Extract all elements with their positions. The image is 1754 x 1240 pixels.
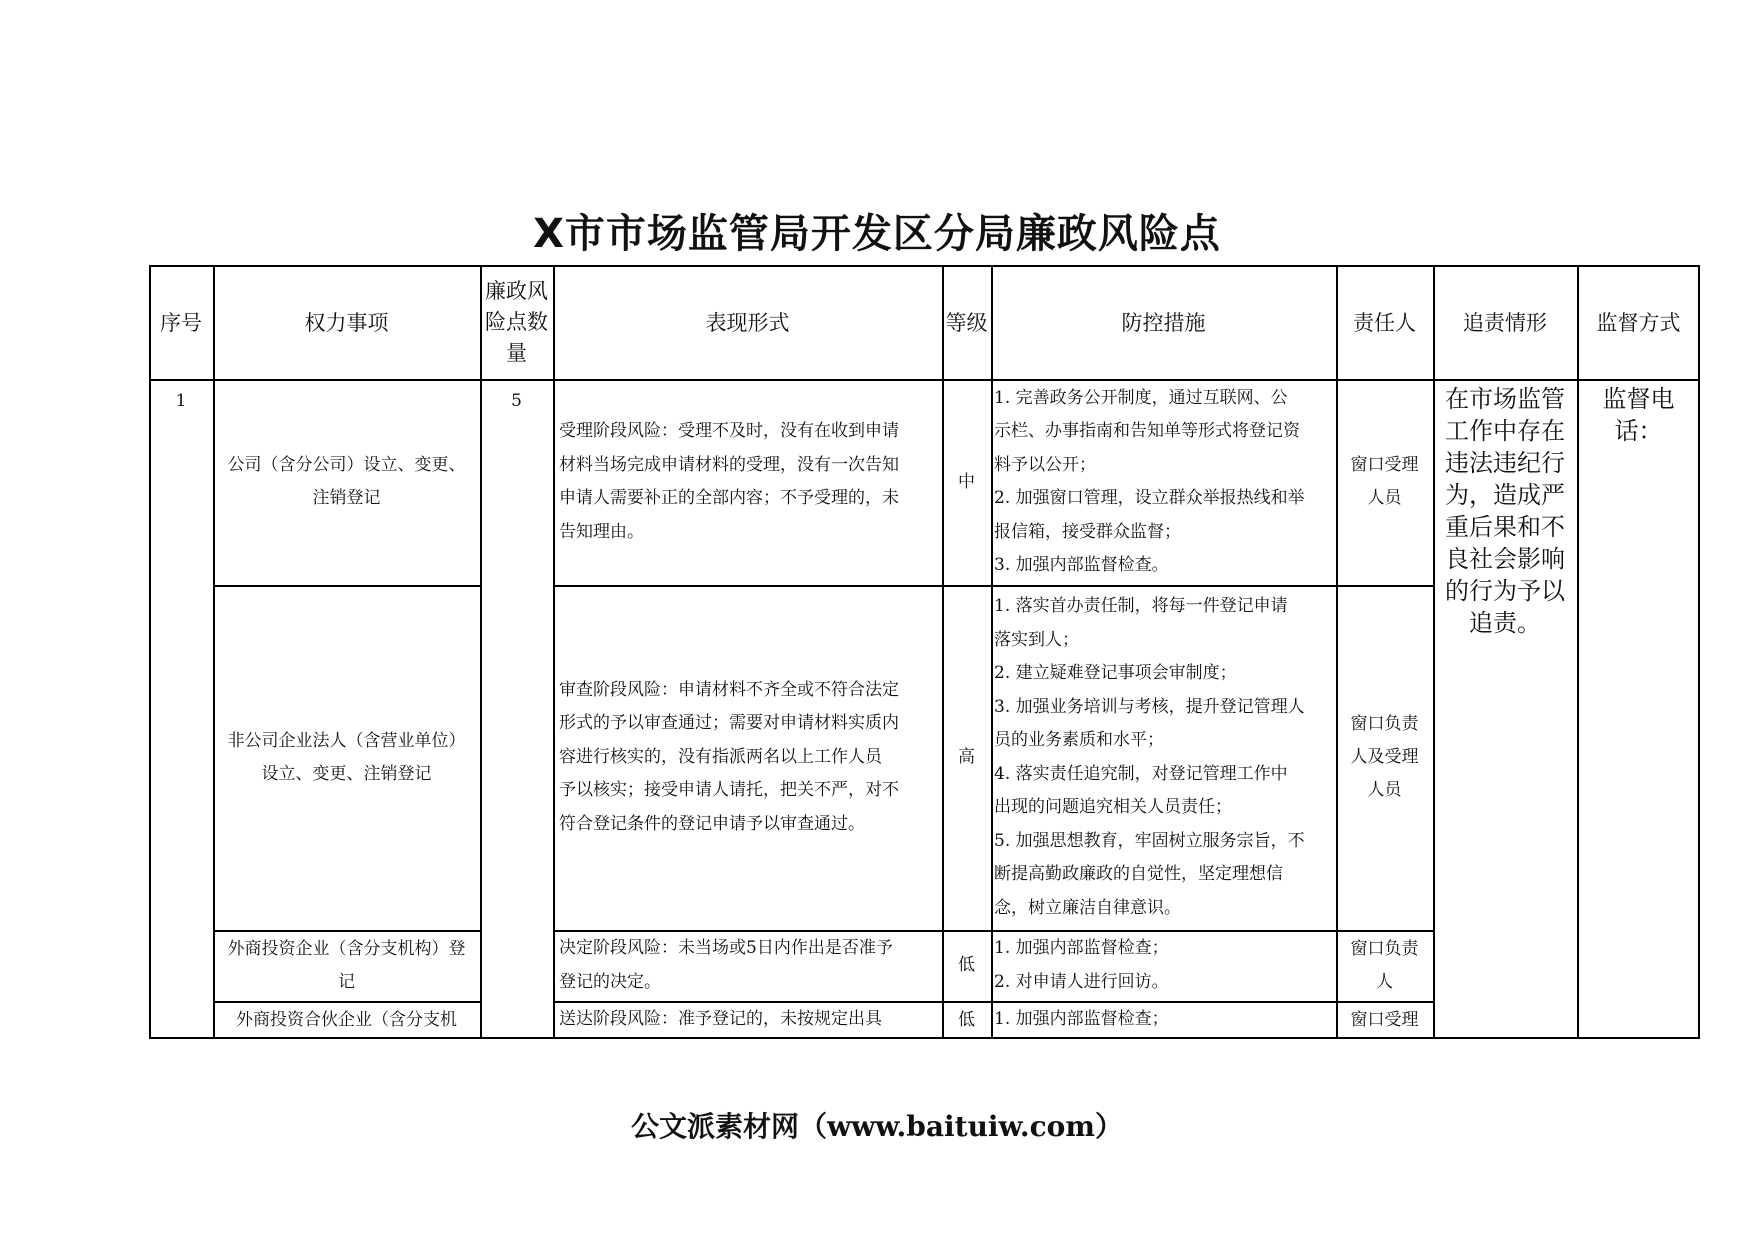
control-measures xyxy=(991,930,1336,1001)
responsible-person-line: 窗口受理 xyxy=(1350,455,1419,475)
header-supervision: 监督方式 xyxy=(1596,311,1681,335)
risk-count: 5 xyxy=(511,391,522,411)
responsible-person-line: 人员 xyxy=(1367,488,1402,508)
responsible-person-line: 窗口负责 xyxy=(1350,938,1419,959)
control-measure-line: 报信箱，接受群众监督； xyxy=(994,521,1181,542)
control-measure-line: 1. 落实首办责任制，将每一件登记申请 xyxy=(994,596,1288,616)
risk-form-line: 容进行核实的，没有指派两名以上工作人员 xyxy=(559,746,882,767)
power-item xyxy=(213,379,480,585)
power-item-line: 设立、变更、注销登记 xyxy=(261,763,432,784)
control-measure-line: 断提高勤政廉政的自觉性，坚定理想信 xyxy=(994,864,1283,884)
accountability-line: 良社会影响 xyxy=(1445,545,1565,573)
control-measure-line: 2. 加强窗口管理，设立群众举报热线和举 xyxy=(994,488,1305,508)
accountability-line: 追责。 xyxy=(1469,609,1541,637)
accountability-line: 的行为予以 xyxy=(1445,577,1565,605)
control-measures xyxy=(991,379,1336,585)
col-divider xyxy=(480,265,482,1039)
risk-form-line: 受理阶段风险：受理不及时，没有在收到申请 xyxy=(559,421,899,441)
responsible-person-line: 人员 xyxy=(1367,780,1402,800)
accountability-line: 工作中存在 xyxy=(1445,417,1565,445)
power-item-line: 记 xyxy=(338,971,355,992)
risk-form-line: 决定阶段风险：未当场或5日内作出是否准予 xyxy=(559,938,893,958)
control-measure-line: 2. 对申请人进行回访。 xyxy=(994,971,1169,992)
responsible-person xyxy=(1336,930,1433,1001)
control-measure-line: 出现的问题追究相关人员责任； xyxy=(994,797,1232,817)
power-item: 外商投资合伙企业（含分支机 xyxy=(236,1009,457,1030)
control-measure-line: 员的业务素质和水平； xyxy=(994,730,1164,750)
responsible-person xyxy=(1336,585,1433,930)
control-measure-line: 1. 加强内部监督检查； xyxy=(994,1009,1169,1030)
header-level: 等级 xyxy=(945,311,988,335)
responsible-person-line: 人 xyxy=(1376,971,1393,992)
control-measures xyxy=(991,1001,1336,1039)
responsible-person-line: 窗口负责 xyxy=(1350,714,1419,734)
control-measure-line: 念，树立廉洁自律意识。 xyxy=(994,897,1181,918)
risk-form-line: 送达阶段风险：准予登记的，未按规定出具 xyxy=(559,1009,882,1030)
control-measure-line: 4. 落实责任追究制，对登记管理工作中 xyxy=(994,763,1288,784)
control-measure-line: 3. 加强业务培训与考核，提升登记管理人 xyxy=(994,696,1305,717)
risk-form-line: 登记的决定。 xyxy=(559,971,661,992)
risk-level: 高 xyxy=(958,747,975,767)
control-measure-line: 5. 加强思想教育，牢固树立服务宗旨，不 xyxy=(994,830,1305,851)
power-item-line: 外商投资企业（含分支机构）登 xyxy=(227,938,466,959)
responsible-person: 窗口受理 xyxy=(1350,1009,1419,1030)
accountability-line: 在市场监管 xyxy=(1445,385,1565,413)
responsible-person-line: 人及受理 xyxy=(1350,747,1419,767)
power-item-line: 非公司企业法人（含营业单位） xyxy=(227,730,466,751)
page-title: X市市场监管局开发区分局廉政风险点 xyxy=(533,211,1221,257)
risk-form-line: 审查阶段风险：申请材料不齐全或不符合法定 xyxy=(559,679,899,700)
control-measure-line: 料予以公开； xyxy=(994,454,1096,475)
risk-level: 低 xyxy=(958,1009,975,1030)
risk-form xyxy=(553,585,942,930)
header-risk-count-line: 廉政风 xyxy=(485,278,548,303)
control-measure-line: 3. 加强内部监督检查。 xyxy=(994,555,1169,575)
power-item-line: 注销登记 xyxy=(312,488,381,508)
risk-form-line: 材料当场完成申请材料的受理，没有一次告知 xyxy=(559,454,899,475)
risk-level: 低 xyxy=(958,955,975,975)
col-divider xyxy=(1577,265,1579,1039)
power-item xyxy=(213,585,480,930)
responsible-person xyxy=(1336,379,1433,585)
header-risk-count-line: 量 xyxy=(506,340,527,365)
power-item xyxy=(213,930,480,1001)
row-seq: 1 xyxy=(175,391,187,411)
control-measure-line: 2. 建立疑难登记事项会审制度； xyxy=(994,663,1237,683)
control-measure-line: 示栏、办事指南和告知单等形式将登记资 xyxy=(994,421,1300,441)
header-form: 表现形式 xyxy=(705,311,790,335)
risk-form-line: 予以核实；接受申请人请托，把关不严，对不 xyxy=(559,780,899,801)
accountability-text xyxy=(1433,383,1577,683)
control-measure-line: 1. 完善政务公开制度，通过互联网、公 xyxy=(994,387,1288,408)
risk-form-line: 形式的予以审查通过；需要对申请材料实质内 xyxy=(559,713,899,734)
risk-form-line: 申请人需要补正的全部内容；不予受理的，未 xyxy=(559,488,899,508)
control-measures xyxy=(991,585,1336,930)
footer-source: 公文派素材网（www.baituiw.com） xyxy=(631,1110,1123,1143)
accountability-line: 违法违纪行 xyxy=(1445,449,1565,477)
control-measure-line: 落实到人； xyxy=(994,629,1079,650)
header-measures: 防控措施 xyxy=(1121,311,1206,335)
risk-form xyxy=(553,1001,942,1039)
accountability-line: 重后果和不 xyxy=(1445,513,1565,541)
risk-form-line: 告知理由。 xyxy=(559,521,644,542)
header-risk-count-line: 险点数 xyxy=(485,309,548,334)
header-seq: 序号 xyxy=(160,311,202,335)
risk-level: 中 xyxy=(958,471,975,492)
header-risk-count xyxy=(480,265,553,379)
supervision-line: 话： xyxy=(1614,417,1663,445)
risk-form xyxy=(553,930,942,1001)
power-item-line: 公司（含分公司）设立、变更、 xyxy=(227,455,466,475)
accountability-line: 为，造成严 xyxy=(1445,481,1565,509)
header-person: 责任人 xyxy=(1353,311,1416,335)
control-measure-line: 1. 加强内部监督检查； xyxy=(994,938,1169,958)
supervision-line: 监督电 xyxy=(1602,385,1675,413)
header-power: 权力事项 xyxy=(304,311,389,335)
risk-form xyxy=(553,379,942,585)
header-accountability: 追责情形 xyxy=(1463,311,1547,335)
supervision-text xyxy=(1577,383,1700,463)
risk-form-line: 符合登记条件的登记申请予以审查通过。 xyxy=(559,813,865,834)
